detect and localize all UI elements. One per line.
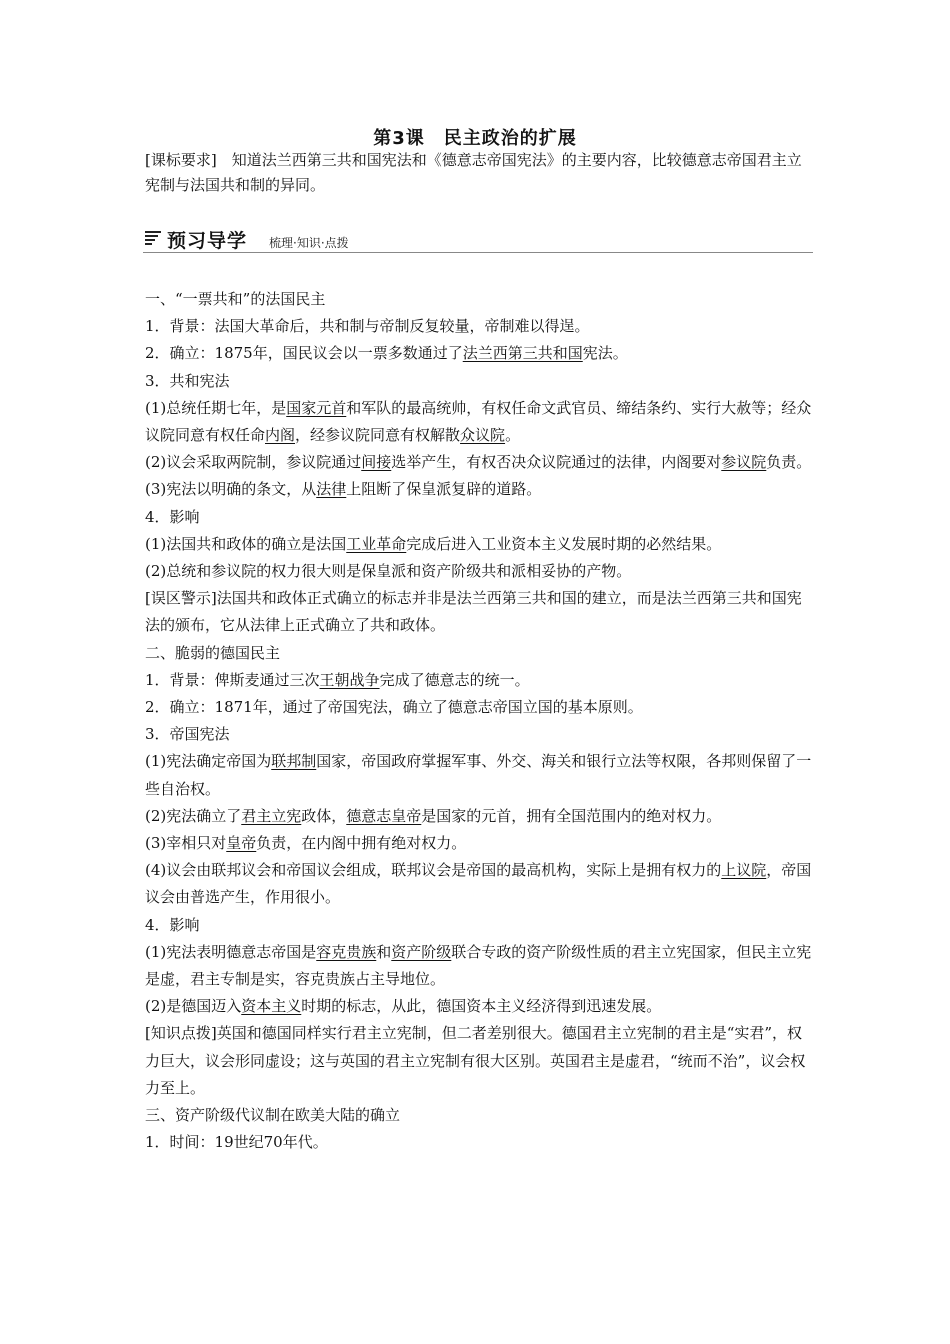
key-term: 上议院 xyxy=(721,861,767,880)
text-segment: 4．影响 xyxy=(145,915,200,934)
text-segment: [知识点拨]英国和德国同样实行君主立宪制，但二者差别很大。德国君主立宪制的君主是“实君”，权力巨大，议会形同虚设；这与英国的君主立宪制有很大区别。英国君主是虚君，“统而不治”，议会权力至上。 xyxy=(145,1024,806,1097)
content-line xyxy=(145,1129,813,1156)
content-body xyxy=(145,286,813,1157)
text-segment: 1．时间：19世纪70年代。 xyxy=(145,1133,328,1152)
curriculum-requirement: [课标要求] 知道法兰西第三共和国宪法和《德意志帝国宪法》的主要内容，比较德意志帝国君主立宪制与法国共和制的异同。 xyxy=(145,151,802,194)
lesson-title: 第3课 民主政治的扩展 xyxy=(373,128,577,149)
banner-title: 预习导学 xyxy=(167,230,248,252)
content-line xyxy=(145,640,813,667)
content-line xyxy=(145,585,813,639)
text-segment: (2)宪法确立了 xyxy=(145,806,242,825)
text-segment: (1)宪法表明德意志帝国是 xyxy=(145,942,317,961)
key-term: 君主立宪 xyxy=(241,806,302,825)
text-segment: 。 xyxy=(505,426,521,445)
content-line xyxy=(145,313,813,340)
text-segment: [误区警示]法国共和政体正式确立的标志并非是法兰西第三共和国的建立，而是法兰西第三共和国宪法的颁布，它从法律上正式确立了共和政体。 xyxy=(145,589,802,635)
text-segment: 一、“一票共和”的法国民主 xyxy=(145,290,326,308)
section-banner xyxy=(143,226,813,253)
text-segment: 上阻断了保皇派复辟的道路。 xyxy=(346,480,542,499)
key-term: 皇帝 xyxy=(226,834,257,853)
key-term: 德意志皇帝 xyxy=(346,806,422,825)
content-line xyxy=(145,857,813,911)
text-segment: 3．共和宪法 xyxy=(145,371,230,390)
text-segment: 三、资产阶级代议制在欧美大陆的确立 xyxy=(145,1106,401,1125)
content-line xyxy=(145,830,813,857)
text-segment: 2．确立：1875年，国民议会以一票多数通过了 xyxy=(145,344,463,363)
text-segment: 是国家的元首，拥有全国范围内的绝对权力。 xyxy=(421,806,722,825)
content-line xyxy=(145,667,813,694)
text-segment: (3)宪法以明确的条文，从 xyxy=(145,480,317,499)
key-term: 工业革命 xyxy=(346,534,407,553)
content-line xyxy=(145,803,813,830)
key-term: 容克贵族 xyxy=(316,942,377,961)
text-segment: (2)是德国迈入 xyxy=(145,997,242,1016)
text-segment: (3)宰相只对 xyxy=(145,834,227,853)
key-term: 国家元首 xyxy=(286,398,347,417)
text-segment: 二、脆弱的德国民主 xyxy=(145,643,281,662)
content-line xyxy=(145,1020,813,1102)
content-line xyxy=(145,531,813,558)
text-segment: (1)法国共和政体的确立是法国 xyxy=(145,534,347,553)
banner-subtitle: 梳理·知识·点拨 xyxy=(269,236,349,250)
key-term: 法兰西第三共和国 xyxy=(462,344,583,363)
text-segment: 4．影响 xyxy=(145,507,200,526)
content-line xyxy=(145,504,813,531)
content-line xyxy=(145,721,813,748)
text-segment: 选举产生，有权否决众议院通过的法律，内阁要对 xyxy=(391,453,722,472)
text-segment: 宪法。 xyxy=(582,344,628,363)
text-segment: 和军队的最高统帅，有权任命文武官员、缔结条约、实行大赦等；经众议院同意有权任命 xyxy=(145,398,812,445)
text-segment: (1)宪法确定帝国为 xyxy=(145,752,272,771)
text-segment: ，帝国议会由普选产生，作用很小。 xyxy=(145,861,812,907)
key-term: 王朝战争 xyxy=(319,670,380,689)
content-line xyxy=(145,993,813,1020)
text-segment: 负责。 xyxy=(766,453,812,472)
content-line xyxy=(145,476,813,503)
text-segment: 2．确立：1871年，通过了帝国宪法，确立了德意志帝国立国的基本原则。 xyxy=(145,698,643,717)
text-segment: 和 xyxy=(376,942,392,961)
content-line xyxy=(145,449,813,476)
content-line xyxy=(145,1102,813,1129)
text-segment: (1)总统任期七年，是 xyxy=(145,398,287,417)
text-segment: 政体， xyxy=(301,806,347,825)
key-term: 法律 xyxy=(316,480,347,499)
content-line xyxy=(145,694,813,721)
content-line xyxy=(145,558,813,585)
content-line xyxy=(145,395,813,449)
content-line xyxy=(145,912,813,939)
content-line xyxy=(145,939,813,993)
text-segment: 完成后进入工业资本主义发展时期的必然结果。 xyxy=(406,534,722,553)
text-segment: 国家，帝国政府掌握军事、外交、海关和银行立法等权限，各邦则保留了一些自治权。 xyxy=(145,752,812,798)
key-term: 资本主义 xyxy=(241,997,302,1016)
text-segment: 负责，在内阁中拥有绝对权力。 xyxy=(256,834,467,853)
key-term: 联邦制 xyxy=(271,752,317,771)
text-segment: 时期的标志，从此，德国资本主义经济得到迅速发展。 xyxy=(301,997,662,1016)
text-segment: (4)议会由联邦议会和帝国议会组成，联邦议会是帝国的最高机构，实际上是拥有权力的 xyxy=(145,861,722,880)
content-line xyxy=(145,340,813,367)
text-segment: (2)总统和参议院的权力很大则是保皇派和资产阶级共和派相妥协的产物。 xyxy=(145,562,632,581)
content-line xyxy=(145,286,813,313)
text-segment: 完成了德意志的统一。 xyxy=(379,670,530,689)
text-segment: 3．帝国宪法 xyxy=(145,725,230,744)
text-segment: 联合专政的资产阶级性质的君主立宪国家，但民主立宪是虚，君主专制是实，容克贵族占主导地位。 xyxy=(145,942,812,989)
text-segment: ，经参议院同意有权解散 xyxy=(295,426,461,445)
key-term: 参议院 xyxy=(721,453,767,472)
content-line xyxy=(145,748,813,802)
content-line xyxy=(145,368,813,395)
key-term: 间接 xyxy=(361,453,392,472)
text-segment: 1．背景：法国大革命后，共和制与帝制反复较量，帝制难以得逞。 xyxy=(145,317,590,336)
text-segment: 1．背景：俾斯麦通过三次 xyxy=(145,670,320,689)
text-segment: (2)议会采取两院制，参议院通过 xyxy=(145,453,362,472)
stripes-icon xyxy=(145,231,161,247)
key-term: 资产阶级 xyxy=(391,942,452,961)
key-term: 众议院 xyxy=(460,426,506,445)
key-term: 内阁 xyxy=(265,426,296,445)
